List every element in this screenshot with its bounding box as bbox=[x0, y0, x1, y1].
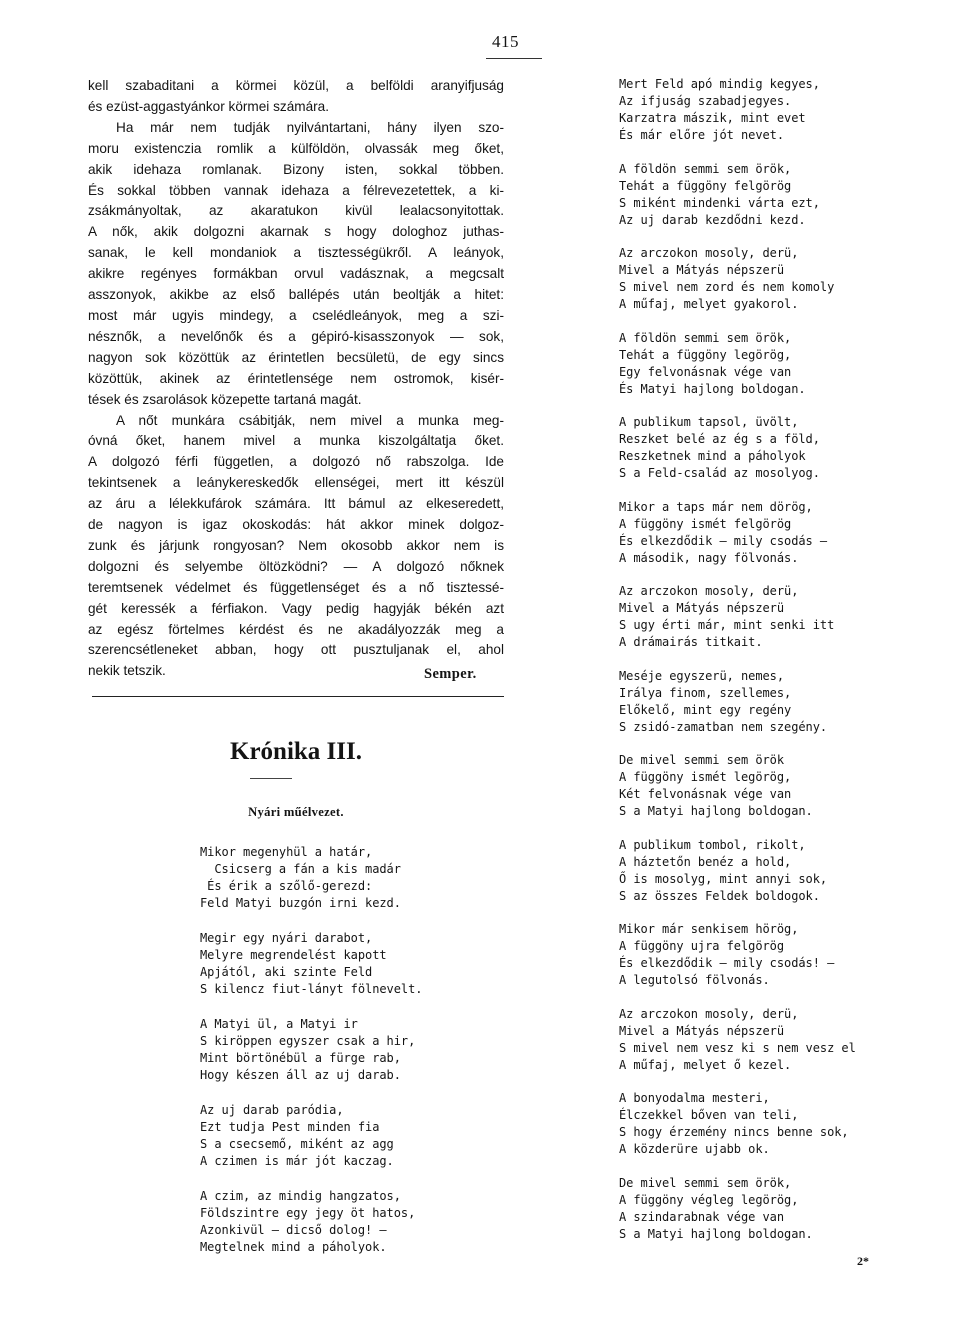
poem-line: Csicserg a fán a kis madár bbox=[200, 862, 401, 876]
poem-line: S a csecsemő, miként az agg bbox=[200, 1137, 394, 1151]
poem-stanza bbox=[200, 1188, 500, 1256]
poem-stanza bbox=[619, 1006, 859, 1074]
section-divider bbox=[92, 696, 504, 697]
poem-stanza bbox=[619, 668, 859, 736]
poem-stanza bbox=[619, 499, 859, 567]
poem-line: Irálya finom, szellemes, bbox=[619, 685, 792, 700]
poem-line: Előkelő, mint egy regény bbox=[619, 702, 792, 717]
prose-line: gét keressék a férfiakon. Vagy pedig hagyják békén azt bbox=[88, 600, 504, 616]
poem-line: A függöny ismét legörög, bbox=[619, 770, 792, 784]
poem-stanza bbox=[619, 1090, 859, 1158]
poem-stanza bbox=[619, 583, 859, 651]
prose-line: A dolgozó férfi független, a dolgozó nő rabszolga. Ide bbox=[88, 454, 504, 470]
prose-line: dolgozni és selyembe öltözködni? — A dolgozó nőknek bbox=[88, 558, 504, 574]
poem-line: A szindarabnak vége van bbox=[619, 1209, 785, 1224]
poem-line: Az arczokon mosoly, derü, bbox=[619, 584, 799, 598]
poem-line: S hogy érzemény nincs benne sok, bbox=[619, 1125, 849, 1139]
poem-stanza bbox=[619, 1175, 859, 1243]
poem-line: A műfaj, melyet ő kezel. bbox=[619, 1057, 792, 1072]
prose-line: az áru a lélekkufárok számára. Itt bámul az elkeseredett, bbox=[88, 496, 504, 512]
poem-line: A földön semmi sem örök, bbox=[619, 330, 792, 345]
poem-line: A Matyi ül, a Matyi ir bbox=[200, 1017, 358, 1031]
prose-line: zunk és járjunk rongyosan? Nem okosobb akkor nem is bbox=[88, 537, 504, 553]
poem-line: És elkezdődik — mily csodás! — bbox=[619, 956, 835, 970]
prose-line: szerencsétleneket abban, hogy ott pusztuljanak el, ahol bbox=[88, 642, 504, 658]
poem-line: Az uj darab kezdődni kezd. bbox=[619, 212, 806, 227]
poem-line: De mivel semmi sem örök, bbox=[619, 1175, 792, 1190]
poem-line: S a Matyi hajlong boldogan. bbox=[619, 804, 813, 818]
poem-line: Az uj darab paródia, bbox=[200, 1103, 344, 1117]
prose-line: nekik tetszik. bbox=[88, 663, 166, 679]
poem-line: S zsidó-zamatban nem szegény. bbox=[619, 719, 828, 734]
poem-line: Hogy készen áll az uj darab. bbox=[200, 1068, 401, 1082]
poem-line: A műfaj, melyet gyakorol. bbox=[619, 297, 799, 311]
chronicle-subtitle: Nyári műélvezet. bbox=[248, 805, 344, 819]
poem-line: Az arczokon mosoly, derü, bbox=[619, 1006, 799, 1021]
poem-line: A függöny ismét felgörög bbox=[619, 516, 792, 531]
prose-column bbox=[88, 76, 504, 682]
header-rule bbox=[486, 58, 542, 59]
prose-line: A nőt munkára csábitják, nem mivel a munka meg- bbox=[116, 412, 504, 428]
prose-line: de nagyon is igaz okoskodás: hát akkor minek dolgoz- bbox=[88, 517, 504, 533]
poem-stanza bbox=[619, 837, 859, 905]
prose-line: és ezüst-aggastyánkor körmei számára. bbox=[88, 98, 330, 114]
poem-line: S kilencz fiut-lányt fölnevelt. bbox=[200, 982, 423, 996]
poem-line: A második, nagy fölvonás. bbox=[619, 550, 799, 565]
prose-line: sanak, le kell mondaniok a tisztességükről. A leányok, bbox=[88, 245, 504, 261]
poem-line: Élczekkel bőven van teli, bbox=[619, 1108, 799, 1122]
poem-line: Meséje egyszerü, nemes, bbox=[619, 668, 785, 683]
poem-line: És már előre jót nevet. bbox=[619, 128, 785, 142]
poem-line: S ugy érti már, mint senki itt bbox=[619, 618, 835, 632]
poem-line: Megtelnek mind a páholyok. bbox=[200, 1240, 387, 1254]
poem-line: Tehát a függöny felgörög bbox=[619, 178, 792, 193]
prose-line: nagyon sok közöttük az érintetlen becsületü, de egy sincs bbox=[88, 349, 504, 365]
prose-line: kell szabaditani a körmei közül, a belföldi aranyifjuság bbox=[88, 78, 504, 93]
poem-line: Mivel a Mátyás népszerü bbox=[619, 263, 785, 277]
poem-line: Melyre megrendelést kapott bbox=[200, 948, 387, 962]
prose-paragraph bbox=[88, 76, 504, 118]
poem-stanza bbox=[200, 844, 500, 912]
poem-line: Mivel a Mátyás népszerü bbox=[619, 1023, 785, 1038]
poem-line: Apjától, aki szinte Feld bbox=[200, 965, 373, 979]
poem-stanza bbox=[619, 752, 859, 820]
poem-line: Tehát a függöny legörög, bbox=[619, 347, 792, 362]
prose-line: az egész förtelmes kérdést és ne akadályozzák meg a bbox=[88, 621, 504, 637]
poem-stanza bbox=[619, 76, 859, 144]
poem-stanza bbox=[619, 245, 859, 313]
poem-line: A publikum tapsol, üvölt, bbox=[619, 415, 799, 429]
prose-line: Ha már nem tudják nyilvántartani, hány ilyen szo- bbox=[116, 119, 504, 135]
poem-line: S mivel nem zord és nem komoly bbox=[619, 280, 835, 294]
poem-line: Feld Matyi buzgón irni kezd. bbox=[200, 896, 401, 910]
poem-line: A bonyodalma mesteri, bbox=[619, 1091, 770, 1105]
poem-line: A földön semmi sem örök, bbox=[619, 161, 792, 176]
prose-line: zsákmányoltak, az akaratukon kivül lealacsonyitottak. bbox=[88, 203, 504, 219]
poem-line: Reszketnek mind a páholyok bbox=[619, 449, 806, 463]
prose-line: közöttük, akinek az érintetlensége nem ostromok, kisér- bbox=[88, 370, 504, 386]
poem-line: S az összes Feldek boldogok. bbox=[619, 888, 820, 903]
poem-line: Ő is mosolyg, mint annyi sok, bbox=[619, 871, 828, 886]
poem-line: Megir egy nyári darabot, bbox=[200, 931, 373, 945]
poem-line: A közderüre ujabb ok. bbox=[619, 1142, 770, 1156]
poem-stanza bbox=[619, 414, 859, 482]
prose-line: nésznők, a nevelőnők és a gépiró-kisasszonyok — sok, bbox=[88, 328, 504, 344]
page-number: 415 bbox=[492, 32, 519, 51]
poem-line: A függöny ujra felgörög bbox=[619, 939, 785, 953]
poem-line: Mikor már senkisem hörög, bbox=[619, 922, 799, 936]
poem-left-column bbox=[200, 844, 500, 1274]
poem-line: A czimen is már jót kaczag. bbox=[200, 1154, 394, 1168]
poem-stanza bbox=[200, 1102, 500, 1170]
poem-line: S mivel nem vesz ki s nem vesz el bbox=[619, 1040, 856, 1055]
poem-line: Mikor a taps már nem dörög, bbox=[619, 499, 813, 514]
poem-stanza bbox=[200, 930, 500, 998]
prose-line: akik idehaza romlanak. Bizony isten, sokkal többen. bbox=[88, 161, 504, 177]
poem-line: És elkezdődik — mily csodás — bbox=[619, 533, 828, 548]
poem-line: Az arczokon mosoly, derü, bbox=[619, 246, 799, 260]
poem-right-column bbox=[619, 76, 859, 1259]
poem-line: A drámairás titkait. bbox=[619, 635, 763, 649]
prose-line: A nők, akik dolgozni akarnak s hogy dologhoz juthas- bbox=[88, 224, 504, 240]
poem-stanza bbox=[200, 1016, 500, 1084]
prose-line: teremtsenek védelmet és függetlenséget és a nő tisztessé- bbox=[88, 579, 504, 595]
poem-line: S a Matyi hajlong boldogan. bbox=[619, 1226, 813, 1241]
title-divider bbox=[250, 778, 292, 779]
prose-line: tések és zsarolások közepette tartaná magát. bbox=[88, 391, 362, 407]
poem-line: De mivel semmi sem örök bbox=[619, 753, 785, 767]
prose-line: akikre regényes formákban orvul vadásznak, a megcsalt bbox=[88, 266, 504, 282]
prose-line: most már ugyis mindegy, a cselédleányok, meg a szi- bbox=[88, 307, 504, 323]
poem-line: S miként mindenki várta ezt, bbox=[619, 195, 820, 210]
poem-stanza bbox=[619, 330, 859, 398]
poem-line: Földszintre egy jegy öt hatos, bbox=[200, 1206, 416, 1220]
poem-line: Ezt tudja Pest minden fia bbox=[200, 1120, 380, 1134]
prose-line: tekintsenek a leánykereskedők ellenségei, mert itt készül bbox=[88, 475, 504, 491]
poem-line: Karzatra mászik, mint evet bbox=[619, 111, 806, 125]
poem-line: Két felvonásnak vége van bbox=[619, 787, 792, 801]
prose-line: moru existenczia romlik a külföldön, olvassák meg őket, bbox=[88, 140, 504, 156]
poem-line: Egy felvonásnak vége van bbox=[619, 364, 792, 379]
poem-line: A legutolsó fölvonás. bbox=[619, 973, 770, 987]
poem-line: A czim, az mindig hangzatos, bbox=[200, 1189, 401, 1203]
poem-line: Reszket belé az ég s a föld, bbox=[619, 432, 820, 446]
poem-line: Mert Feld apó mindig kegyes, bbox=[619, 77, 820, 91]
poem-line: A háztetőn benéz a hold, bbox=[619, 854, 792, 869]
poem-stanza bbox=[619, 161, 859, 229]
prose-paragraph bbox=[88, 118, 504, 411]
poem-line: A függöny végleg legörög, bbox=[619, 1192, 799, 1207]
poem-line: Az ifjuság szabadjegyes. bbox=[619, 94, 792, 108]
poem-line: Mikor megenyhül a határ, bbox=[200, 845, 373, 859]
poem-line: Mivel a Mátyás népszerü bbox=[619, 601, 785, 615]
poem-stanza bbox=[619, 921, 859, 989]
poem-line: Azonkivül — dicső dolog! — bbox=[200, 1223, 387, 1237]
poem-line: S a Feld-család az mosolyog. bbox=[619, 466, 820, 480]
poem-line: Mint börtönébül a fürge rab, bbox=[200, 1051, 401, 1065]
signature: Semper. bbox=[424, 666, 477, 682]
prose-paragraph bbox=[88, 411, 504, 683]
signature-mark: 2* bbox=[857, 1254, 869, 1268]
chronicle-title: Krónika III. bbox=[230, 738, 362, 765]
prose-line: asszonyok, akikbe az első ballépés után beoltják a hitet: bbox=[88, 287, 504, 303]
poem-line: S kiröppen egyszer csak a hir, bbox=[200, 1034, 416, 1048]
poem-line: A publikum tombol, rikolt, bbox=[619, 837, 806, 852]
poem-line: És Matyi hajlong boldogan. bbox=[619, 381, 806, 396]
prose-line: És sokkal többen vannak idehaza a félrevezetettek, a ki- bbox=[88, 182, 504, 198]
prose-line: óvná őket, hanem mivel a munka kiszolgáltatja őket. bbox=[88, 433, 504, 449]
poem-line: És érik a szőlő-gerezd: bbox=[200, 879, 373, 893]
